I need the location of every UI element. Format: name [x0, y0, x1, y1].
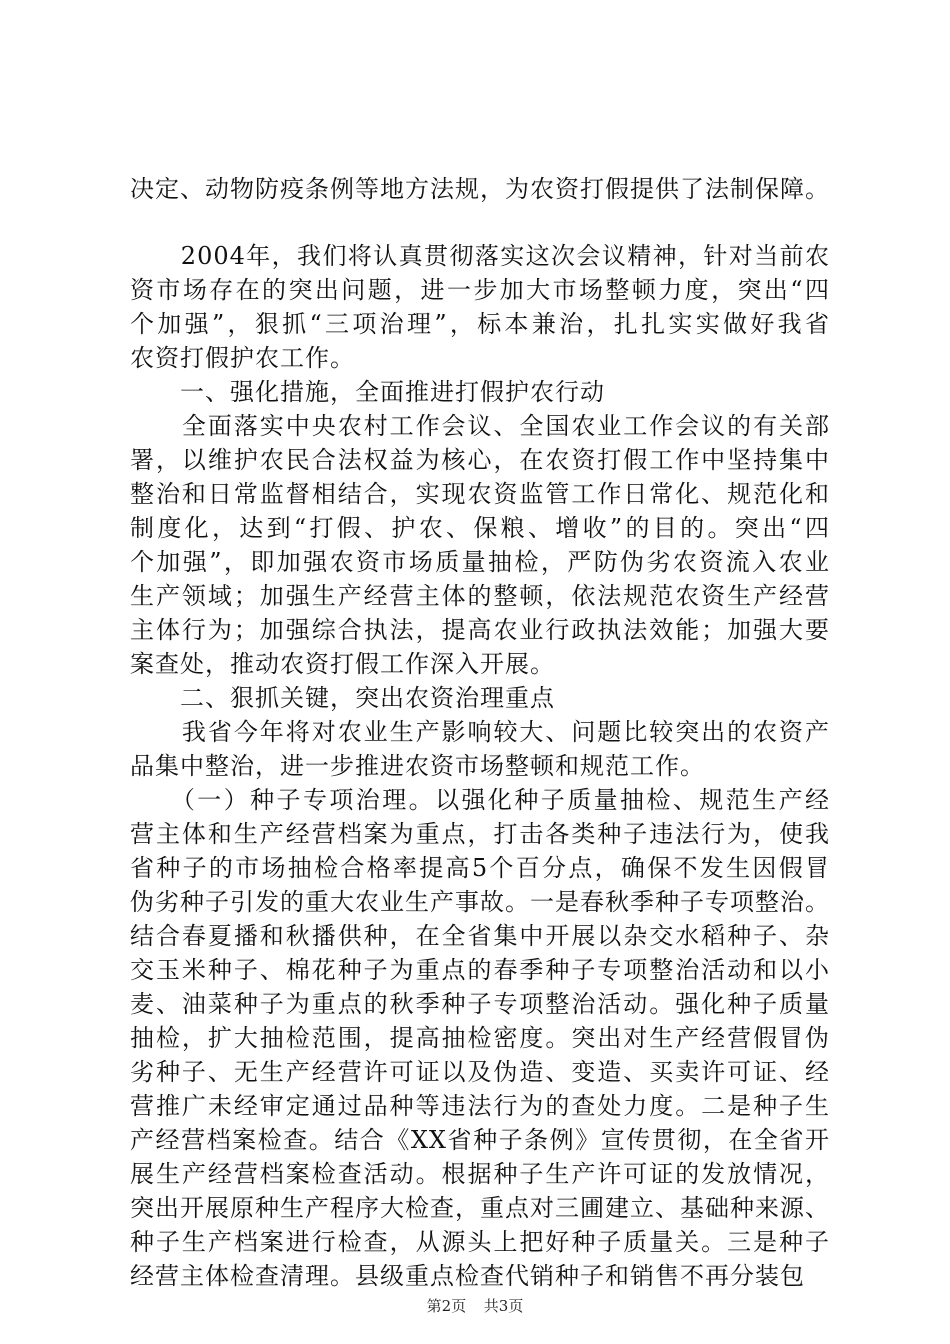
paragraph-gap [130, 206, 830, 239]
text-line: 农资打假护农工作。 [130, 344, 355, 372]
page-total: 共3页 [483, 1297, 524, 1315]
text-line: 产经营档案检查。结合《XX省种子条例》宣传贯彻，在全省开 [130, 1126, 830, 1154]
text-line: 我省今年将对农业生产影响较大、问题比较突出的农资产 [130, 718, 830, 746]
paragraph [130, 172, 830, 206]
text-line: 二、狠抓关键，突出农资治理重点 [130, 684, 555, 712]
text-line: 交玉米种子、棉花种子为重点的春季种子专项整治活动和以小 [130, 956, 830, 984]
text-line: 个加强”，即加强农资市场质量抽检，严防伪劣农资流入农业 [130, 548, 830, 576]
text-line: 突出开展原种生产程序大检查，重点对三圃建立、基础种来源、 [130, 1194, 830, 1222]
text-line: 结合春夏播和秋播供种，在全省集中开展以杂交水稻种子、杂 [130, 922, 830, 950]
text-line: （一）种子专项治理。以强化种子质量抽检、规范生产经 [130, 786, 830, 814]
text-line: 全面落实中央农村工作会议、全国农业工作会议的有关部 [130, 412, 830, 440]
text-line: 伪劣种子引发的重大农业生产事故。一是春秋季种子专项整治。 [130, 888, 830, 916]
text-line: 整治和日常监督相结合，实现农资监管工作日常化、规范化和 [130, 480, 830, 508]
text-line: 一、强化措施，全面推进打假护农行动 [130, 378, 605, 406]
text-line: 资市场存在的突出问题，进一步加大市场整顿力度，突出“四 [130, 276, 830, 304]
text-line: 劣种子、无生产经营许可证以及伪造、变造、买卖许可证、经 [130, 1058, 830, 1086]
text-line: 主体行为；加强综合执法，提高农业行政执法效能；加强大要 [130, 616, 830, 644]
text-line: 决定、动物防疫条例等地方法规，为农资打假提供了法制保障。 [130, 175, 830, 203]
page-footer [0, 1296, 950, 1316]
text-line: 署，以维护农民合法权益为核心，在农资打假工作中坚持集中 [130, 446, 830, 474]
paragraph [130, 409, 830, 681]
text-line: 省种子的市场抽检合格率提高5个百分点，确保不发生因假冒 [130, 854, 830, 882]
text-line: 展生产经营档案检查活动。根据种子生产许可证的发放情况， [130, 1160, 830, 1188]
text-line: 种子生产档案进行检查，从源头上把好种子质量关。三是种子 [130, 1228, 830, 1256]
text-line: 个加强”，狠抓“三项治理”，标本兼治，扎扎实实做好我省 [130, 310, 830, 338]
text-line: 抽检，扩大抽检范围，提高抽检密度。突出对生产经营假冒伪 [130, 1024, 830, 1052]
text-line: 2004年，我们将认真贯彻落实这次会议精神，针对当前农 [130, 242, 830, 270]
paragraph [130, 715, 830, 783]
text-line: 品集中整治，进一步推进农资市场整顿和规范工作。 [130, 752, 705, 780]
paragraph [130, 375, 830, 409]
text-line: 经营主体检查清理。县级重点检查代销种子和销售不再分装包 [130, 1262, 805, 1290]
document-body [130, 172, 830, 1293]
text-line: 制度化，达到“打假、护农、保粮、增收”的目的。突出“四 [130, 514, 830, 542]
paragraph [130, 681, 830, 715]
text-line: 麦、油菜种子为重点的秋季种子专项整治活动。强化种子质量 [130, 990, 830, 1018]
page-number: 第2页 [426, 1297, 467, 1315]
paragraph [130, 783, 830, 1293]
paragraph [130, 239, 830, 375]
text-line: 案查处，推动农资打假工作深入开展。 [130, 650, 555, 678]
text-line: 生产领域；加强生产经营主体的整顿，依法规范农资生产经营 [130, 582, 830, 610]
text-line: 营推广未经审定通过品种等违法行为的查处力度。二是种子生 [130, 1092, 830, 1120]
text-line: 营主体和生产经营档案为重点，打击各类种子违法行为，使我 [130, 820, 830, 848]
